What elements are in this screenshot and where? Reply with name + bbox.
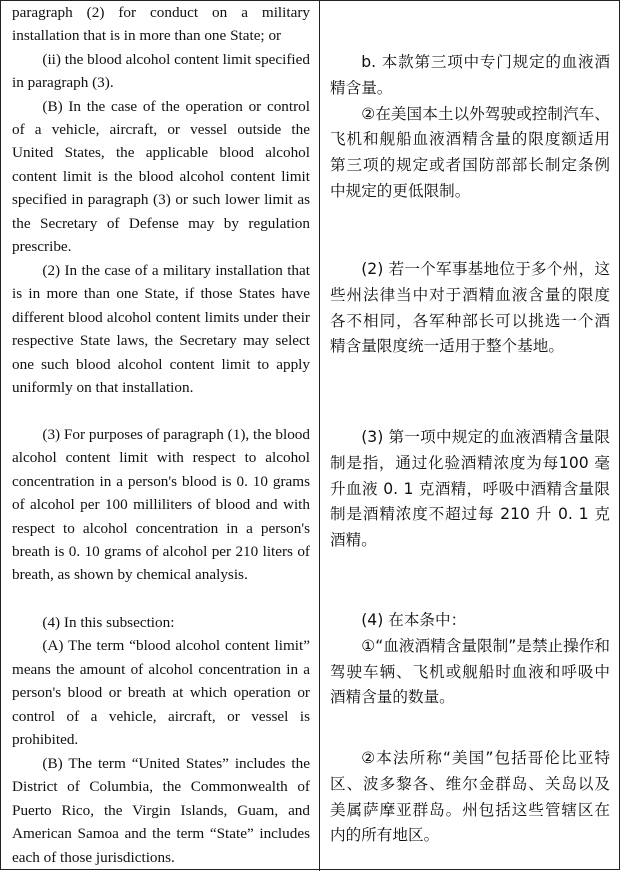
english-paragraph: (2) In the case of a military installation that is in more than one State, if those States have different blood alcohol content limits under their respective State laws, the Secretary may select one such blood alcohol content limit to apply uniformly on that installation.: [12, 262, 310, 397]
chinese-cell-row-3: [330, 425, 610, 554]
chinese-paragraph: (4) 在本条中：: [361, 611, 467, 629]
english-paragraph: paragraph (2) for conduct on a military installation that is in more than one State; or: [12, 4, 310, 45]
english-cell-row-2: [12, 259, 310, 399]
chinese-paragraph: (3) 第一项中规定的血液酒精含量限制是指，通过化验酒精浓度为每100 毫升血液 0. 1 克酒精，呼吸中酒精含量限制是酒精浓度不超过每 210 升 0. 1 克酒精。: [330, 428, 610, 550]
chinese-paragraph: ①“血液酒精含量限制”是禁止操作和驾驶车辆、飞机或舰船时血液和呼吸中酒精含量的数量。: [330, 636, 610, 707]
english-paragraph: (4) In this subsection:: [42, 614, 175, 631]
chinese-cell-row-5: [330, 746, 610, 849]
english-cell-row-5: [12, 752, 310, 869]
chinese-cell-row-2: [330, 257, 610, 360]
english-cell-row-1: [12, 1, 310, 258]
english-paragraph: (B) The term “United States” includes the District of Columbia, the Commonwealth of Puerto Rico, the Virgin Islands, Guam, and American Samoa and the term “State” includes each of those jurisdictions.: [12, 755, 310, 866]
english-paragraph: (3) For purposes of paragraph (1), the blood alcohol content limit with respect to alcohol concentration in a person's blood is 0. 10 grams of alcohol per 100 milliliters of blood and with respect to alcohol concentration in a person's breath is 0. 10 grams of alcohol per 210 liters of breath, as shown by chemical analysis.: [12, 426, 310, 584]
english-cell-row-3: [12, 423, 310, 587]
column-divider: [319, 0, 320, 871]
chinese-paragraph: b. 本款第三项中专门规定的血液酒精含量。: [330, 53, 610, 97]
chinese-paragraph: (2) 若一个军事基地位于多个州，这些州法律当中对于酒精血液含量的限度各不相同，各军种部长可以挑选一个酒精含量限度统一适用于整个基地。: [330, 260, 610, 356]
chinese-cell-row-4: [330, 608, 610, 711]
english-paragraph: (B) In the case of the operation or control of a vehicle, aircraft, or vessel outside the United States, the applicable blood alcohol content limit is the blood alcohol content limit specified in paragraph (3) or such lower limit as the Secretary of Defense may by regulation prescribe.: [12, 97, 310, 256]
chinese-paragraph: ②在美国本土以外驾驶或控制汽车、飞机和舰船血液酒精含量的限度额适用第三项的规定或者国防部部长制定条例中规定的更低限制。: [330, 104, 610, 200]
chinese-cell-row-1: [330, 50, 610, 205]
english-cell-row-4: [12, 611, 310, 751]
english-paragraph: (ii) the blood alcohol content limit specified in paragraph (3).: [12, 50, 310, 92]
chinese-paragraph: ②本法所称“美国”包括哥伦比亚特区、波多黎各、维尔金群岛、关岛以及美属萨摩亚群岛。州包括这些管辖区在内的所有地区。: [330, 749, 610, 845]
english-paragraph: (A) The term “blood alcohol content limit” means the amount of alcohol concentration in a person's blood or breath at which operation or control of a vehicle, aircraft, or vessel is prohibited.: [12, 637, 310, 749]
